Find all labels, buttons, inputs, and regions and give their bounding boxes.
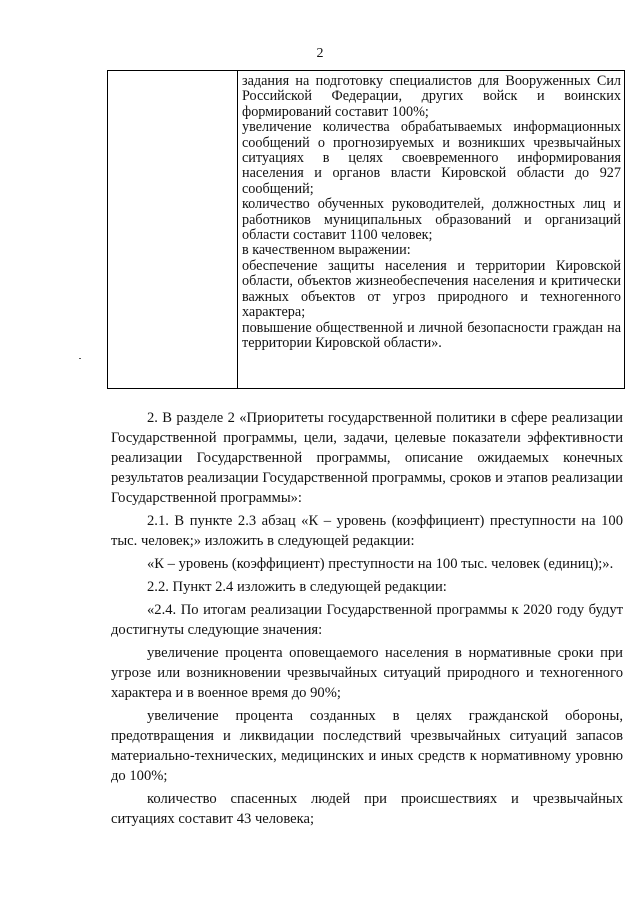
paragraph: увеличение процента оповещаемого населения в нормативные сроки при угрозе или возникновении чрезвычайных ситуаций природного и техногенного характера и в военное время до 90%; (111, 645, 623, 701)
paragraph: 2.1. В пункте 2.3 абзац «К – уровень (коэффициент) преступности на 100 тыс. человек;» изложить в следующей редакции: (111, 513, 623, 549)
page-number: 2 (316, 46, 324, 61)
paragraph: «2.4. По итогам реализации Государственной программы к 2020 году будут достигнуты следующие значения: (111, 602, 623, 638)
table-right-cell (238, 71, 624, 388)
paragraph: «К – уровень (коэффициент) преступности на 100 тыс. человек (единиц);». (147, 556, 614, 572)
table-text-line: повышение общественной и личной безопасности граждан на территории Кировской области». (242, 319, 621, 351)
paragraph: 2.2. Пункт 2.4 изложить в следующей редакции: (147, 579, 447, 595)
table-left-cell (108, 71, 238, 388)
paragraph: количество спасенных людей при происшествиях и чрезвычайных ситуациях составит 43 человека; (111, 791, 623, 827)
document-body (111, 408, 623, 829)
table-text-line: обеспечение защиты населения и территории Кировской области, объектов жизнеобеспечения населения и критически важных объектов от угроз природного и техногенного характера; (242, 257, 621, 321)
paragraph: увеличение процента созданных в целях гражданской обороны, предотвращения и ликвидации последствий чрезвычайных ситуаций запасов материально-технических, медицинских и иных средств к нормативному уровню до 100%; (111, 708, 623, 784)
table-text-line: в качественном выражении: (242, 242, 411, 259)
table-text-line: увеличение количества обрабатываемых информационных сообщений о прогнозируемых и возникших чрезвычайных ситуациях в целях своевременного информирования населения и органов власти Кировской области до 927 сообщений; (242, 119, 621, 197)
table-text-line: количество обученных руководителей, должностных лиц и работников муниципальных образований и организаций области составит 1100 человек; (242, 196, 621, 244)
table-text-line: задания на подготовку специалистов для Вооруженных Сил Российской Федерации, других войск и воинских формирований составит 100%; (242, 73, 621, 120)
program-table (107, 70, 625, 389)
paragraph: 2. В разделе 2 «Приоритеты государственной политики в сфере реализации Государственной программы, цели, задачи, целевые показатели эффективности реализации Государственной программы, описание ожидаемых конечных результатов реализации Государственной программы, сроков и этапов реализации Государственной программы»: (111, 410, 623, 506)
margin-mark (79, 358, 81, 359)
